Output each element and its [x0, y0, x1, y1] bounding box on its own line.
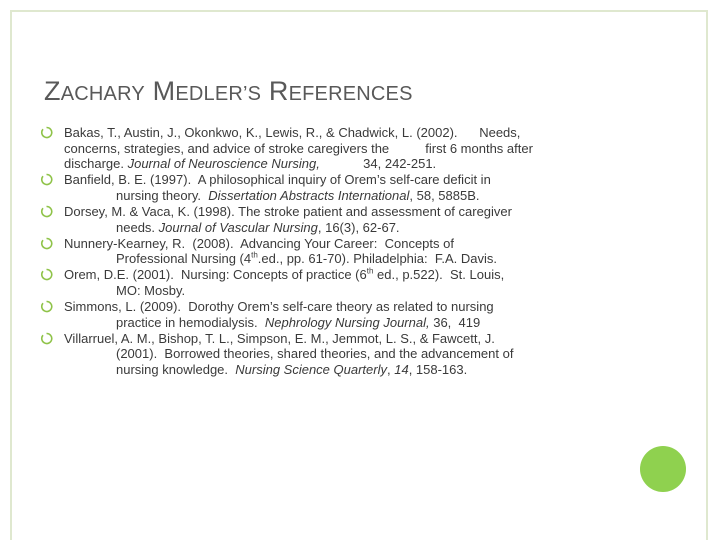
reference-item	[40, 172, 610, 203]
reference-line: Nunnery-Kearney, R. (2008). Advancing Your Career: Concepts of	[64, 235, 454, 251]
reference-line: MO: Mosby.	[116, 282, 186, 298]
bullet-icon	[40, 300, 53, 313]
reference-line: discharge. Journal of Neuroscience Nursing, 34, 242-251.	[64, 156, 437, 172]
reference-line: practice in hemodialysis. Nephrology Nursing Journal, 36, 419	[116, 314, 481, 330]
reference-item	[40, 204, 610, 235]
reference-line: nursing theory. Dissertation Abstracts International, 58, 5885B.	[116, 187, 480, 203]
reference-line: Dorsey, M. & Vaca, K. (1998). The stroke patient and assessment of caregiver	[64, 203, 512, 219]
bullet-icon	[40, 173, 53, 186]
reference-line: (2001). Borrowed theories, shared theories, and the advancement of	[116, 346, 514, 362]
reference-line: nursing knowledge. Nursing Science Quarterly, 14, 158-163.	[116, 361, 468, 377]
bullet-icon	[40, 268, 53, 281]
reference-item	[40, 299, 610, 330]
reference-line: Professional Nursing (4th.ed., pp. 61-70). Philadelphia: F.A. Davis.	[116, 250, 497, 267]
reference-line: Bakas, T., Austin, J., Okonkwo, K., Lewis, R., & Chadwick, L. (2002). Needs,	[64, 125, 521, 140]
bullet-icon	[40, 126, 53, 139]
reference-item	[40, 331, 610, 378]
bullet-icon	[40, 237, 53, 250]
reference-line: concerns, strategies, and advice of stroke caregivers the first 6 months after	[64, 140, 533, 156]
bullet-icon	[40, 205, 53, 218]
reference-item	[40, 125, 610, 172]
reference-line: needs. Journal of Vascular Nursing, 16(3), 62-67.	[116, 219, 400, 235]
reference-list	[40, 125, 610, 378]
bullet-icon	[40, 332, 53, 345]
reference-line: Banfield, B. E. (1997). A philosophical inquiry of Orem’s self-care deficit in	[64, 172, 491, 188]
reference-item	[40, 236, 610, 267]
page-title: ZACHARY MEDLER’S REFERENCES	[44, 76, 413, 106]
decorative-circle	[640, 446, 686, 492]
reference-line: Orem, D.E. (2001). Nursing: Concepts of practice (6th ed., p.522). St. Louis,	[64, 267, 505, 283]
reference-item	[40, 267, 610, 298]
reference-line: Villarruel, A. M., Bishop, T. L., Simpson, E. M., Jemmot, L. S., & Fawcett, J.	[64, 330, 495, 346]
reference-line: Simmons, L. (2009). Dorothy Orem’s self-care theory as related to nursing	[64, 299, 494, 315]
